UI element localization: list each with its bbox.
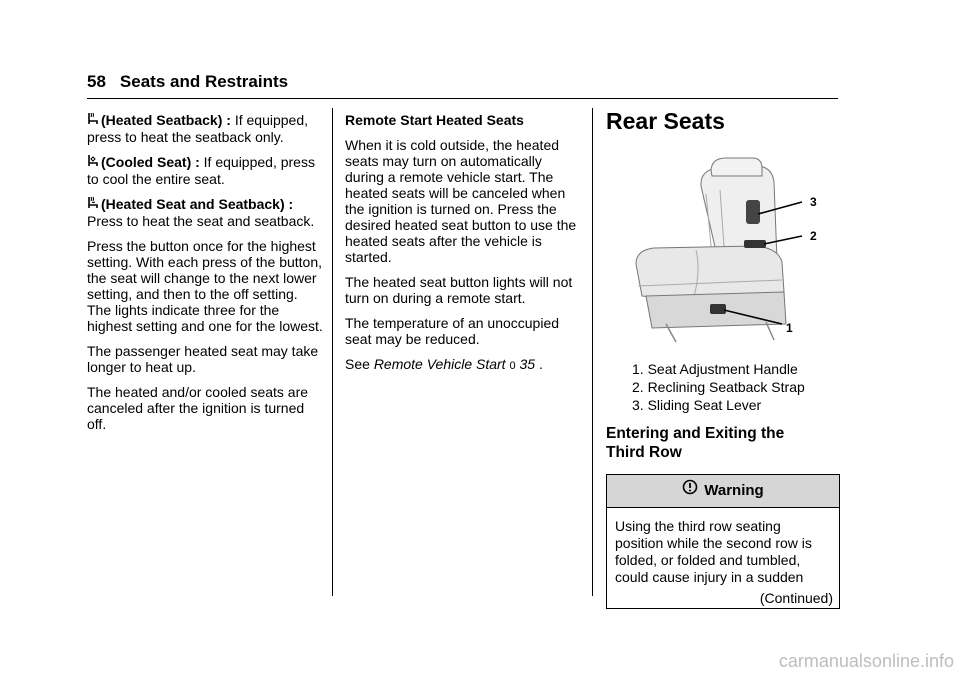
remote-start-paragraph-2: The heated seat button lights will not turn on during a remote start. <box>345 274 573 306</box>
column-divider-2 <box>592 108 593 596</box>
heated-seat-seatback-paragraph <box>87 196 323 229</box>
remote-start-paragraph-1: When it is cold outside, the heated seats may turn on automatically during a remote vehicle start. The heated seats will be canceled when the ignition is turned on. Press the desired heated seat button to use the heated seats after the vehicle is started. <box>345 137 577 265</box>
heated-seatback-text: If equipped, press to heat the seatback only. <box>87 112 308 145</box>
column-divider-1 <box>332 108 333 596</box>
cooled-seat-text: If equipped, press to cool the entire seat. <box>87 154 315 187</box>
warning-continued: (Continued) <box>759 590 833 606</box>
warning-text: Using the third row seating position while the second row is folded, or folded and tumbled, could cause injury in a sudden <box>615 518 812 585</box>
heated-seatback-icon <box>87 112 99 129</box>
heated-seat-seatback-text: Press to heat the seat and seatback. <box>87 213 315 229</box>
page-ref-arrow-icon: 0 <box>509 360 516 372</box>
rear-seat-illustration <box>606 146 838 346</box>
figure-callouts <box>606 146 838 346</box>
remote-start-paragraph-3: The temperature of an unoccupied seat may be reduced. <box>345 315 560 347</box>
see-suffix: . <box>535 356 543 372</box>
subtitle-line-1: Entering and Exiting the <box>606 425 785 442</box>
warning-title: Warning <box>704 482 764 499</box>
column-1 <box>87 112 323 441</box>
rear-seats-title: Rear Seats <box>606 108 725 134</box>
cooled-seat-icon <box>87 154 99 171</box>
cooled-seat-label: (Cooled Seat) : <box>101 154 200 170</box>
remote-vehicle-start-link[interactable]: Remote Vehicle Start <box>373 356 506 372</box>
chapter-title: Seats and Restraints <box>119 72 289 91</box>
list-item: 3. Sliding Seat Lever <box>632 397 762 413</box>
warning-icon <box>682 475 698 507</box>
button-press-paragraph: Press the button once for the highest setting. With each press of the button, the seat will change to the next lower setting, and then to the off setting. The lights indicate three for the highest setting and one for the lowest. <box>87 238 323 334</box>
passenger-heat-paragraph: The passenger heated seat may take longer to heat up. <box>87 343 319 375</box>
see-reference <box>345 356 577 374</box>
column-2 <box>345 112 577 383</box>
canceled-paragraph: The heated and/or cooled seats are canceled after the ignition is turned off. <box>87 384 309 432</box>
heated-seat-and-seatback-icon <box>87 196 99 213</box>
callout-2: 2 <box>810 229 817 243</box>
subtitle-line-2: Third Row <box>606 444 682 461</box>
watermark: carmanualsonline.info <box>778 651 954 671</box>
cooled-seat-paragraph <box>87 154 323 187</box>
see-prefix: See <box>345 356 374 372</box>
callout-3: 3 <box>810 195 817 209</box>
third-row-subtitle <box>606 424 838 462</box>
parts-list <box>606 360 838 414</box>
warning-box <box>606 474 840 609</box>
column-3 <box>606 108 838 609</box>
list-item: 2. Reclining Seatback Strap <box>632 379 805 395</box>
header-rule <box>87 98 838 99</box>
remote-start-subhead: Remote Start Heated Seats <box>345 112 524 128</box>
heated-seatback-label: (Heated Seatback) : <box>101 112 231 128</box>
heated-seatback-paragraph <box>87 112 323 145</box>
page-number: 58 <box>87 72 106 91</box>
callout-1: 1 <box>786 321 793 335</box>
page-ref-number[interactable]: 35 <box>519 356 536 372</box>
warning-header <box>607 475 839 508</box>
list-item: 1. Seat Adjustment Handle <box>632 361 798 377</box>
heated-seat-seatback-label: (Heated Seat and Seatback) : <box>101 196 294 212</box>
page-header <box>87 72 288 92</box>
